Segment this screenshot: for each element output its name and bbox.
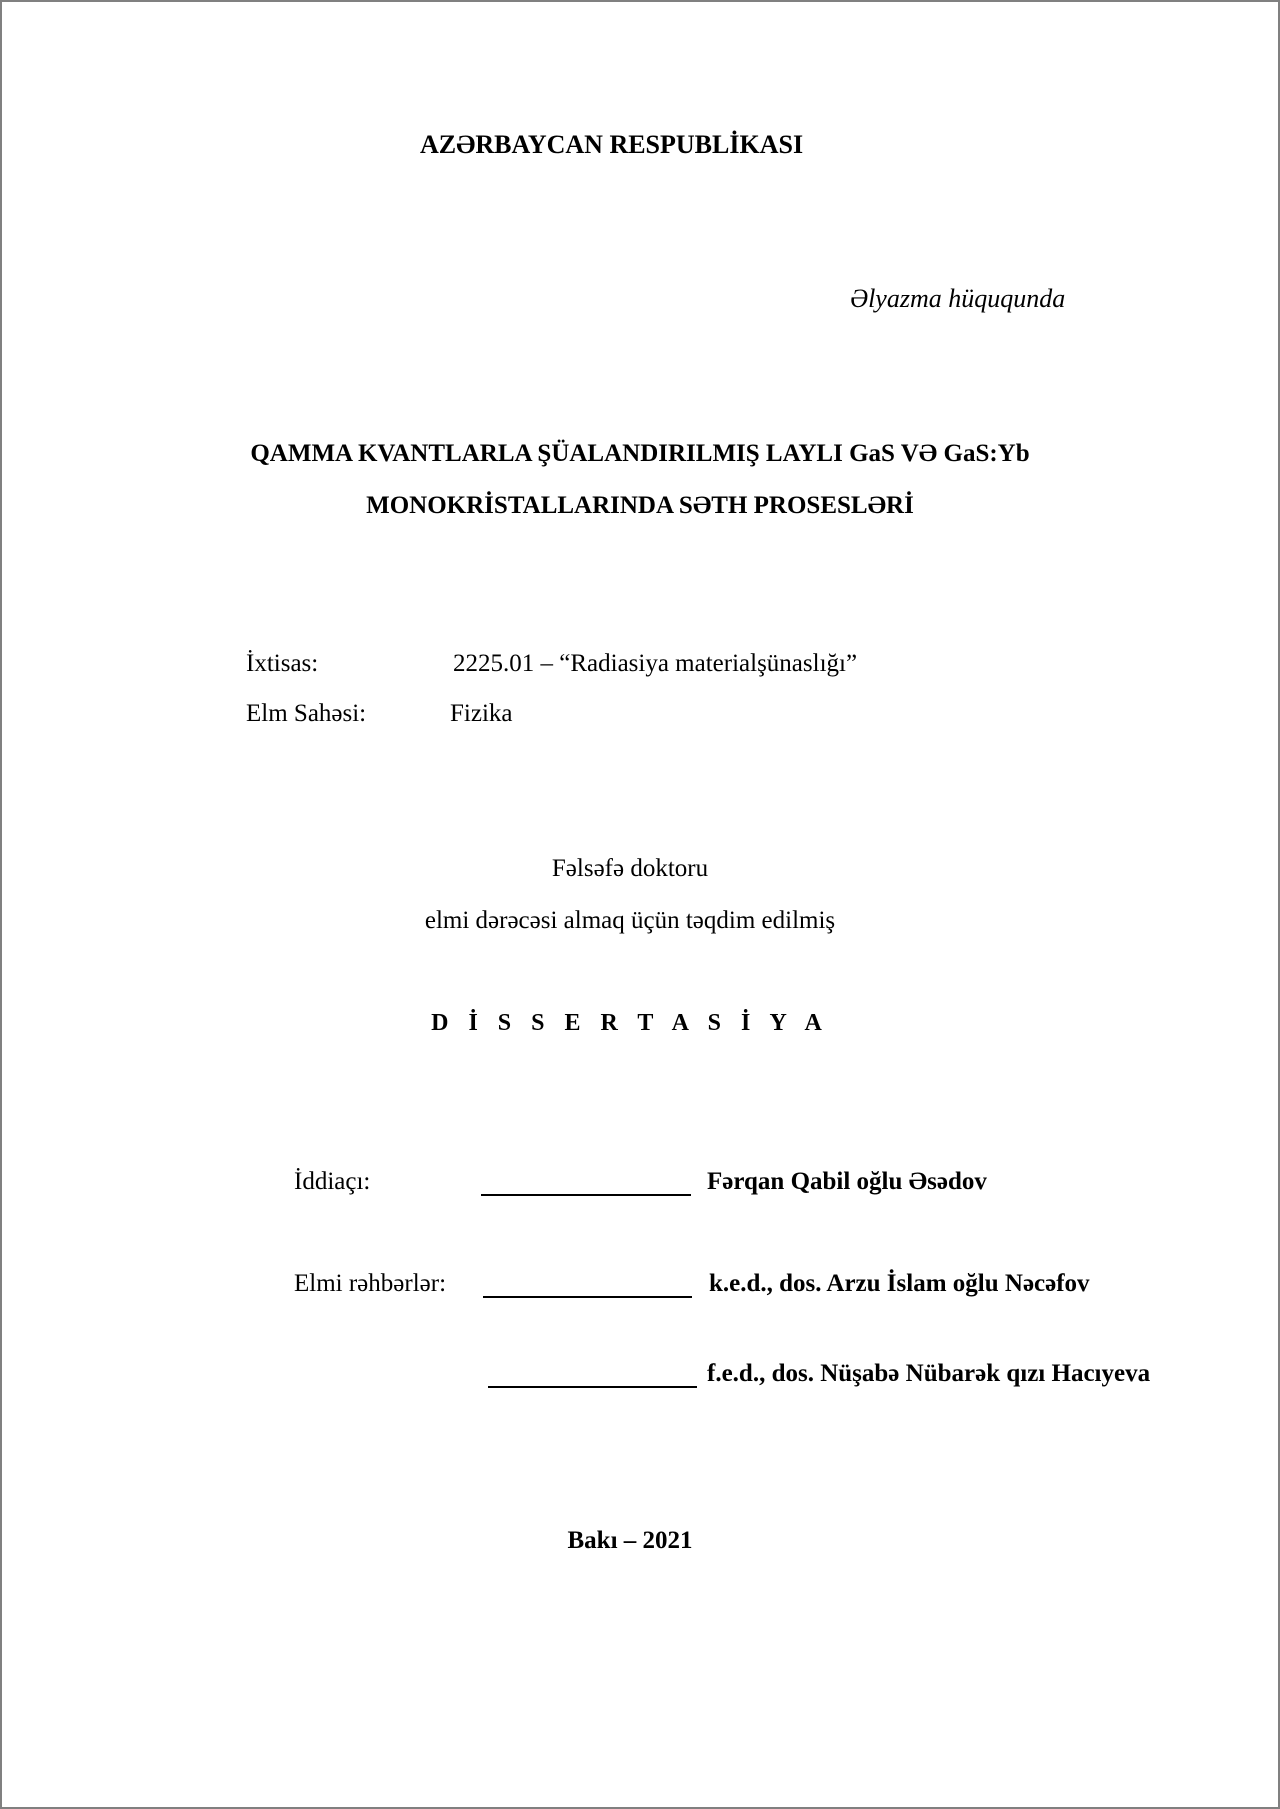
supervisor-2-name: f.e.d., dos. Nüşabə Nübarək qızı Hacıyeva bbox=[707, 1360, 1151, 1387]
manuscript-note: Əlyazma hüququnda bbox=[850, 284, 1066, 313]
applicant-label: İddiaçı: bbox=[294, 1168, 371, 1195]
title-line-2: MONOKRİSTALLARINDA SƏTH PROSESLƏRİ bbox=[366, 492, 914, 519]
document-type: D İ S S E R T A S İ Y A bbox=[431, 1010, 829, 1036]
applicant-name: Fərqan Qabil oğlu Əsədov bbox=[707, 1168, 987, 1195]
degree-line-2: elmi dərəcəsi almaq üçün təqdim edilmiş bbox=[424, 907, 836, 934]
supervisor-1-signature-line bbox=[483, 1274, 692, 1298]
applicant-signature-line bbox=[481, 1172, 691, 1196]
degree-line-1: Fəlsəfə doktoru bbox=[551, 855, 709, 882]
place-year: Bakı – 2021 bbox=[567, 1527, 693, 1554]
supervisor-1-name: k.e.d., dos. Arzu İslam oğlu Nəcəfov bbox=[709, 1270, 1090, 1297]
country-heading: AZƏRBAYCAN RESPUBLİKASI bbox=[420, 130, 804, 159]
title-line-1: QAMMA KVANTLARLA ŞÜALANDIRILMIŞ LAYLI GaS VƏ GaS:Yb bbox=[250, 440, 1030, 467]
specialty-value: 2225.01 – “Radiasiya materialşünaslığı” bbox=[453, 650, 858, 677]
field-label: Elm Sahəsi: bbox=[246, 700, 367, 727]
supervisors-label: Elmi rəhbərlər: bbox=[294, 1270, 447, 1297]
field-value: Fizika bbox=[450, 700, 513, 727]
specialty-label: İxtisas: bbox=[246, 650, 319, 677]
supervisor-2-signature-line bbox=[488, 1364, 697, 1388]
